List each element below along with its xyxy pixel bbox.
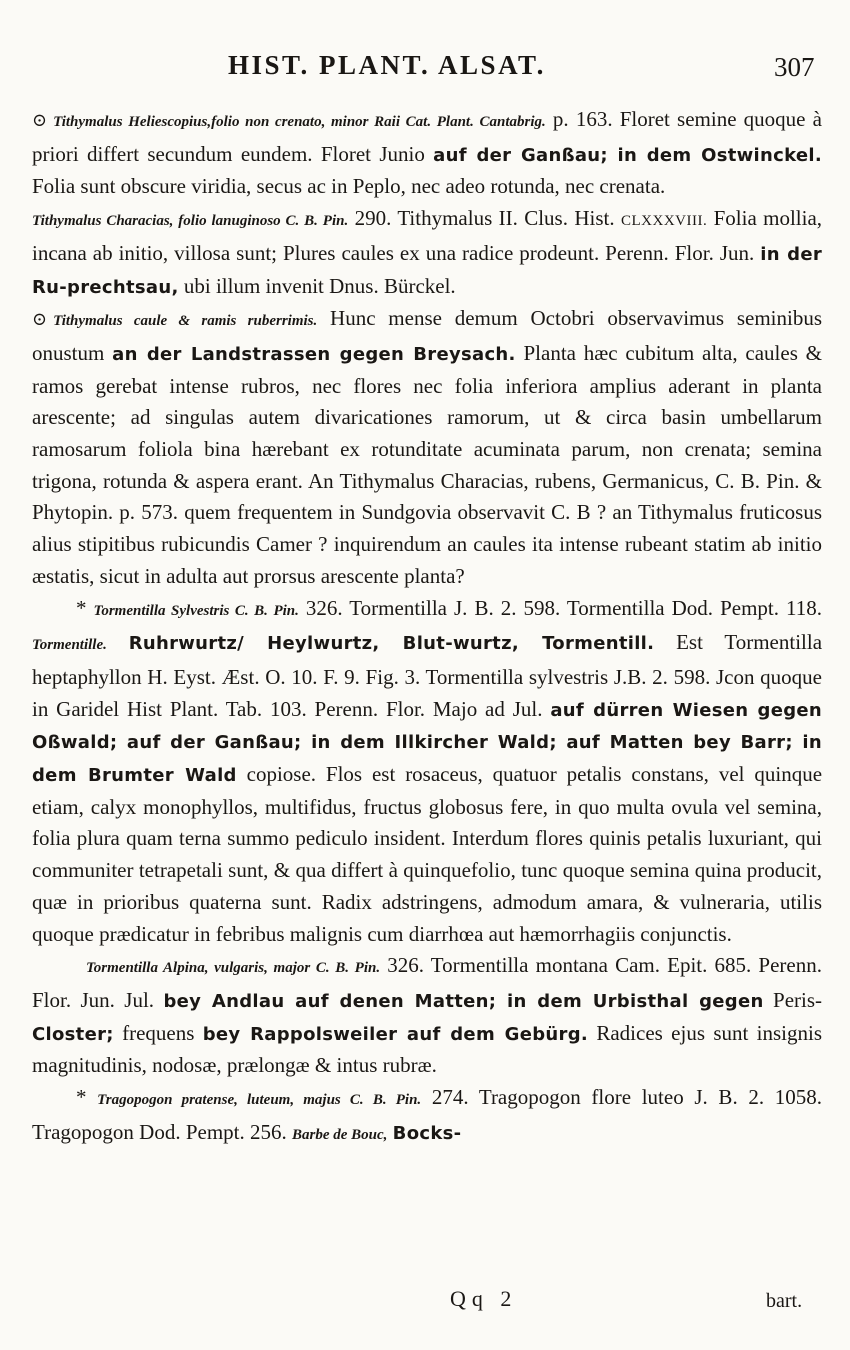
german-names: Ruhrwurtz/ Heylwurtz, Blut-wurtz, Tormentill. xyxy=(128,633,655,655)
annual-symbol-icon: ⊙ xyxy=(32,110,48,130)
entry-tormentilla-sylvestris xyxy=(32,593,822,951)
plant-name: Tithymalus caule & ramis ruberrimis. xyxy=(53,313,318,330)
catchword: bart. xyxy=(766,1290,803,1312)
description: 326. Tormentilla montana Cam. Epit. 685. Perenn. Flor. Jun. Jul. xyxy=(32,953,822,1012)
entry-tithymalus-ruberrimis xyxy=(32,303,822,592)
german-locality: auf der Ganßau; in dem Ostwinckel. xyxy=(433,144,822,166)
description: ubi illum invenit Dnus. Bürckel. xyxy=(183,273,456,298)
asterisk-marker: * xyxy=(76,1085,87,1110)
description: 290. Tithymalus II. Clus. Hist. xyxy=(354,206,615,231)
description: frequens xyxy=(122,1020,195,1045)
plant-name: Tormentilla Sylvestris C. B. Pin. xyxy=(93,602,299,619)
description: Folia sunt obscure viridia, secus ac in Peplo, nec adeo rotunda, nec crenata. xyxy=(32,174,666,199)
description: 274. Tragopogon flore luteo J. B. 2. 1058. Tragopogon Dod. Pempt. 256. xyxy=(32,1085,822,1144)
plant-name: Tithymalus Heliescopius,folio non crenato, minor Raii Cat. Plant. Cantabrig. xyxy=(53,114,546,130)
german-locality: bey Rappolsweiler auf dem Gebürg. xyxy=(202,1023,589,1045)
entry-tormentilla-alpina xyxy=(32,950,822,1082)
roman-numeral: CLXXXVIII. xyxy=(620,213,708,230)
description: Radices ejus sunt insignis magnitudinis, nodosæ, prælongæ & intus rubræ. xyxy=(32,1020,822,1078)
annual-symbol-icon: ⊙ xyxy=(32,309,48,330)
german-locality: an der Landstrassen gegen Breysach. xyxy=(112,343,516,365)
german-names: Bocks- xyxy=(392,1122,462,1144)
body-text xyxy=(32,104,822,1152)
description: Planta hæc cubitum alta, caules & ramos gerebat intense rubros, nec flores nec folia inferiora amplius aderant in planta arescente; ad singulas autem divaricationes ramorum, ut & circa basin umbellarum ramosarum foliola bina hærebant ex rotunditate acuminata parum, non crenata; semina trigona, rotunda & aspera erant. An Tithymalus Characias, rubens, Germanicus, C. B. Pin. & Phytopin. p. 573. quem frequentem in Sundgovia observavit C. B ? an Tithymalus fruticosus alius stipitibus rubicundis Camer ? inquirendum an caules ita intense rubeant statim ab initio æstatis, sicut in adulta aut prorsus arescente planta? xyxy=(32,340,823,588)
plant-name-french: Tormentille. xyxy=(32,637,107,654)
german-locality: in der Ru-prechtsau, xyxy=(32,243,823,298)
entry-tragopogon xyxy=(32,1082,822,1151)
running-head: HIST. PLANT. ALSAT. xyxy=(228,50,546,80)
description: Peris- xyxy=(773,987,823,1012)
description: copiose. Flos est rosaceus, quatuor petalis constans, vel quinque etiam, calyx monophyllos, multifidus, fructus globosus fere, in quo multa ovula vel semina, folia plura quam terna summo pediculo insident. Interdum flores quinis petalis luxuriant, qui communiter tetrapetali sunt, & qua differt à quinquefolio, tunc quoque semina quina producit, quæ in prioribus quaterna sunt. Radix adstringens, admodum amara, & vulneraria, utilis quoque prædicatur in febribus malignis cum diarrhœa aut hæmorrhagiis conjunctis. xyxy=(32,762,823,946)
description: p. 163. Floret semine quoque à priori differt secundum eundem. Floret Junio xyxy=(32,107,822,166)
page-footer xyxy=(0,1286,850,1326)
page-header xyxy=(0,50,850,90)
asterisk-marker: * xyxy=(76,595,87,620)
entry-tithymalus-helioscopius xyxy=(32,104,822,203)
page-number: 307 xyxy=(774,52,815,82)
plant-name: Tithymalus Characias, folio lanuginoso C. B. Pin. xyxy=(32,213,349,230)
entry-tithymalus-characias xyxy=(32,203,822,303)
plant-name: Tormentilla Alpina, vulgaris, major C. B. Pin. xyxy=(86,960,381,977)
german-locality: Closter; xyxy=(32,1023,114,1045)
signature-mark: Qq 2 xyxy=(450,1286,518,1311)
plant-name: Tragopogon pratense, luteum, majus C. B. Pin. xyxy=(97,1092,422,1109)
description: Est Tormentilla heptaphyllon H. Eyst. Æst. O. 10. F. 9. Fig. 3. Tormentilla sylvestris J.B. 2. 598. Jcon quoque in Garidel Hist Plant. Tab. 103. Perenn. Flor. Majo ad Jul. xyxy=(32,630,823,721)
description: 326. Tormentilla J. B. 2. 598. Tormentilla Dod. Pempt. 118. xyxy=(305,595,822,620)
plant-name-french: Barbe de Bouc, xyxy=(292,1126,388,1143)
german-locality: auf dürren Wiesen gegen Oßwald; auf der Ganßau; in dem Illkircher Wald; auf Matten bey Barr; in dem Brumter Wald xyxy=(32,699,823,787)
german-locality: bey Andlau auf denen Matten; in dem Urbisthal gegen xyxy=(163,990,764,1012)
description: Hunc mense demum Octobri observavimus seminibus onustum xyxy=(32,306,823,365)
description: Folia mollia, incana ab initio, villosa sunt; Plures caules ex una radice prodeunt. Perenn. Flor. Jun. xyxy=(32,206,823,265)
